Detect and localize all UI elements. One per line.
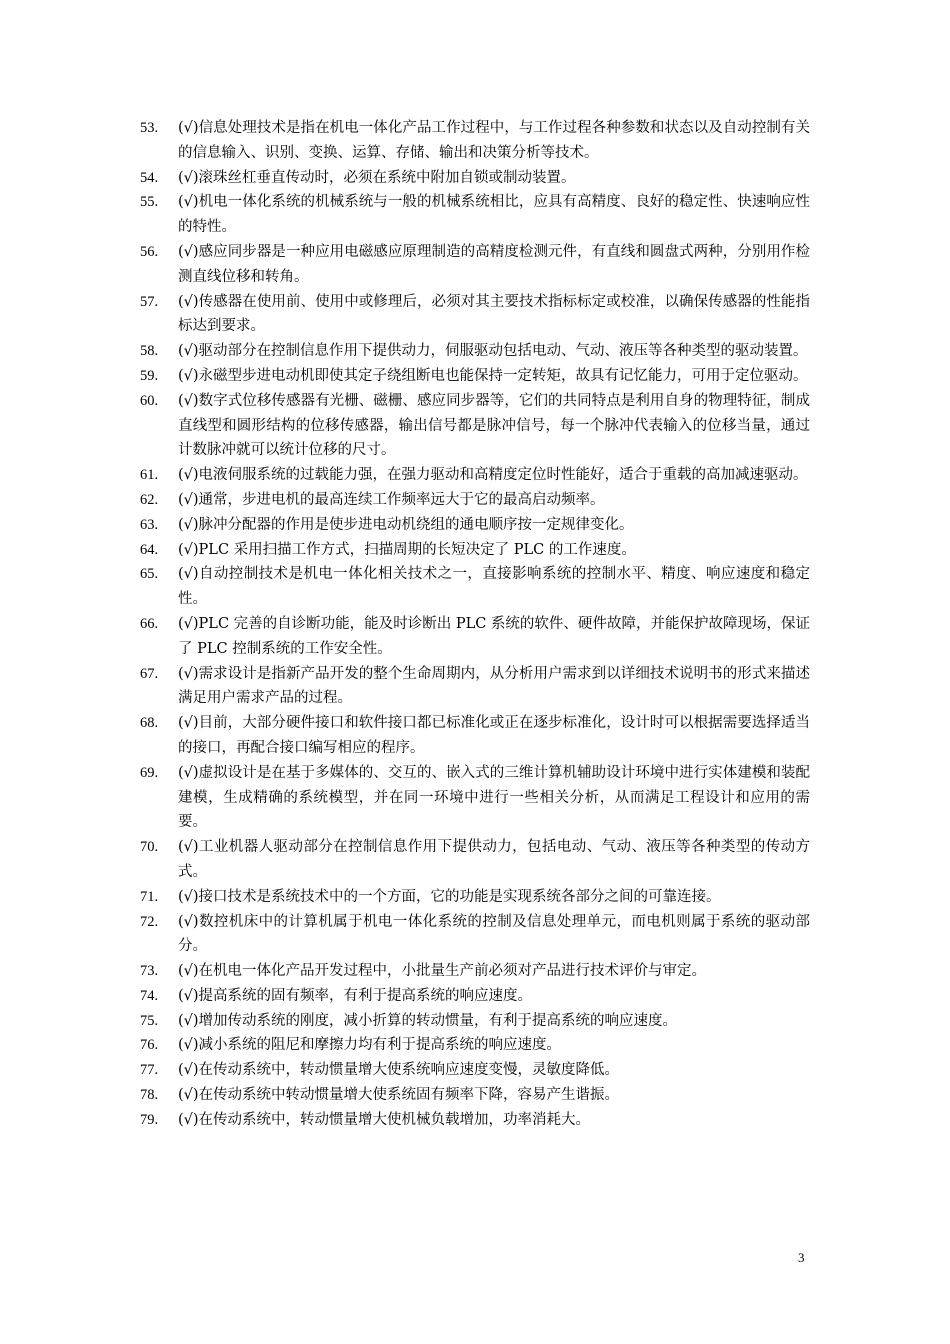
list-item bbox=[140, 513, 810, 538]
item-number: 64. bbox=[140, 541, 159, 558]
item-text: (√)虚拟设计是在基于多媒体的、交互的、嵌入式的三维计算机辅助设计环境中进行实体建模和装配建模，生成精确的系统模型，并在同一环境中进行一些相关分析，从而满足工程设计和应用的需要。 bbox=[178, 764, 810, 831]
list-item bbox=[140, 240, 810, 290]
item-number: 66. bbox=[140, 615, 159, 632]
question-list bbox=[140, 116, 810, 1133]
item-number: 53. bbox=[140, 120, 159, 136]
list-item bbox=[140, 166, 810, 191]
item-text: (√)在传动系统中转动惯量增大使系统固有频率下降，容易产生谐振。 bbox=[178, 1087, 620, 1104]
item-number: 57. bbox=[140, 293, 159, 310]
item-number: 79. bbox=[140, 1111, 159, 1128]
item-text: (√)接口技术是系统技术中的一个方面，它的功能是实现系统各部分之间的可靠连接。 bbox=[178, 888, 721, 905]
list-item bbox=[140, 1058, 810, 1083]
item-number: 73. bbox=[140, 963, 159, 980]
item-number: 60. bbox=[140, 392, 159, 409]
list-item bbox=[140, 1083, 810, 1108]
list-item bbox=[140, 290, 810, 340]
list-item bbox=[140, 761, 810, 835]
item-number: 58. bbox=[140, 343, 159, 360]
item-number: 76. bbox=[140, 1037, 159, 1054]
item-text: (√)目前，大部分硬件接口和软件接口都已标准化或正在逐步标准化，设计时可以根据需要选择适当的接口，再配合接口编写相应的程序。 bbox=[178, 715, 810, 756]
item-text: (√)在传动系统中，转动惯量增大使系统响应速度变慢，灵敏度降低。 bbox=[178, 1062, 620, 1079]
item-number: 71. bbox=[140, 888, 159, 905]
item-number: 77. bbox=[140, 1062, 159, 1079]
item-text: (√)机电一体化系统的机械系统与一般的机械系统相比，应具有高精度、良好的稳定性、快速响应性的特性。 bbox=[178, 194, 810, 236]
item-text: (√)脉冲分配器的作用是使步进电动机绕组的通电顺序按一定规律变化。 bbox=[178, 516, 634, 533]
item-number: 72. bbox=[140, 913, 159, 930]
item-number: 63. bbox=[140, 516, 159, 533]
item-number: 65. bbox=[140, 566, 159, 583]
list-item bbox=[140, 885, 810, 910]
item-text: (√)电液伺服系统的过载能力强，在强力驱动和高精度定位时性能好，适合于重载的高加减速驱动。 bbox=[178, 467, 808, 484]
list-item bbox=[140, 835, 810, 885]
list-item bbox=[140, 339, 810, 364]
item-text: (√)信息处理技术是指在机电一体化产品工作过程中，与工作过程各种参数和状态以及自动控制有关的信息输入、识别、变换、运算、存储、输出和决策分析等技术。 bbox=[178, 120, 810, 161]
item-text: (√)自动控制技术是机电一体化相关技术之一，直接影响系统的控制水平、精度、响应速度和稳定性。 bbox=[178, 566, 810, 608]
list-item bbox=[140, 910, 810, 960]
item-text: (√)提高系统的固有频率，有利于提高系统的响应速度。 bbox=[178, 987, 533, 1004]
item-text: (√)增加传动系统的刚度，减小折算的转动惯量，有利于提高系统的响应速度。 bbox=[178, 1012, 678, 1029]
list-item bbox=[140, 711, 810, 761]
item-number: 55. bbox=[140, 194, 159, 211]
item-text: (√)数字式位移传感器有光栅、磁栅、感应同步器等，它们的共同特点是利用自身的物理特征，制成直线型和圆形结构的位移传感器，输出信号都是脉冲信号，每一个脉冲代表输入的位移当量，通过计数脉冲就可以统计位移的尺寸。 bbox=[178, 392, 810, 459]
item-number: 62. bbox=[140, 491, 159, 508]
list-item bbox=[140, 959, 810, 984]
list-item bbox=[140, 662, 810, 712]
item-text: (√)感应同步器是一种应用电磁感应原理制造的高精度检测元件，有直线和圆盘式两种，分别用作检测直线位移和转角。 bbox=[178, 243, 810, 285]
item-number: 78. bbox=[140, 1087, 159, 1104]
item-number: 68. bbox=[140, 715, 159, 732]
list-item bbox=[140, 116, 810, 166]
list-item bbox=[140, 1009, 810, 1034]
item-text: (√)PLC 采用扫描工作方式，扫描周期的长短决定了 PLC 的工作速度。 bbox=[178, 541, 636, 558]
item-number: 54. bbox=[140, 169, 159, 186]
item-text: (√)驱动部分在控制信息作用下提供动力，伺服驱动包括电动、气动、液压等各种类型的驱动装置。 bbox=[178, 343, 808, 360]
list-item bbox=[140, 1033, 810, 1058]
list-item bbox=[140, 1108, 810, 1133]
item-text: (√)PLC 完善的自诊断功能，能及时诊断出 PLC 系统的软件、硬件故障，并能保护故障现场，保证了 PLC 控制系统的工作安全性。 bbox=[178, 615, 810, 657]
item-number: 74. bbox=[140, 987, 159, 1004]
list-item bbox=[140, 612, 810, 662]
item-text: (√)减小系统的阻尼和摩擦力均有利于提高系统的响应速度。 bbox=[178, 1037, 562, 1054]
item-text: (√)需求设计是指新产品开发的整个生命周期内，从分析用户需求到以详细技术说明书的形式来描述满足用户需求产品的过程。 bbox=[178, 665, 810, 707]
list-item bbox=[140, 538, 810, 563]
item-number: 69. bbox=[140, 764, 159, 781]
list-item bbox=[140, 463, 810, 488]
item-number: 75. bbox=[140, 1012, 159, 1029]
item-text: (√)在传动系统中，转动惯量增大使机械负载增加，功率消耗大。 bbox=[178, 1111, 591, 1128]
item-text: (√)在机电一体化产品开发过程中，小批量生产前必须对产品进行技术评价与审定。 bbox=[178, 963, 707, 980]
item-text: (√)工业机器人驱动部分在控制信息作用下提供动力，包括电动、气动、液压等各种类型的传动方式。 bbox=[178, 839, 810, 880]
item-text: (√)滚珠丝杠垂直传动时，必须在系统中附加自锁或制动装置。 bbox=[178, 169, 576, 186]
list-item bbox=[140, 190, 810, 240]
item-number: 70. bbox=[140, 839, 159, 856]
item-number: 61. bbox=[140, 467, 159, 484]
item-number: 67. bbox=[140, 665, 159, 682]
list-item bbox=[140, 984, 810, 1009]
item-text: (√)数控机床中的计算机属于机电一体化系统的控制及信息处理单元，而电机则属于系统的驱动部分。 bbox=[178, 913, 810, 955]
item-text: (√)通常，步进电机的最高连续工作频率远大于它的最高启动频率。 bbox=[178, 491, 605, 508]
item-text: (√)传感器在使用前、使用中或修理后，必须对其主要技术指标标定或校准，以确保传感器的性能指标达到要求。 bbox=[178, 293, 810, 335]
list-item bbox=[140, 488, 810, 513]
item-number: 59. bbox=[140, 367, 159, 384]
list-item bbox=[140, 562, 810, 612]
page-number: 3 bbox=[798, 1250, 805, 1265]
list-item bbox=[140, 364, 810, 389]
list-item bbox=[140, 389, 810, 463]
item-text: (√)永磁型步进电动机即使其定子绕组断电也能保持一定转矩，故具有记忆能力，可用于定位驱动。 bbox=[178, 367, 808, 384]
item-number: 56. bbox=[140, 243, 159, 260]
